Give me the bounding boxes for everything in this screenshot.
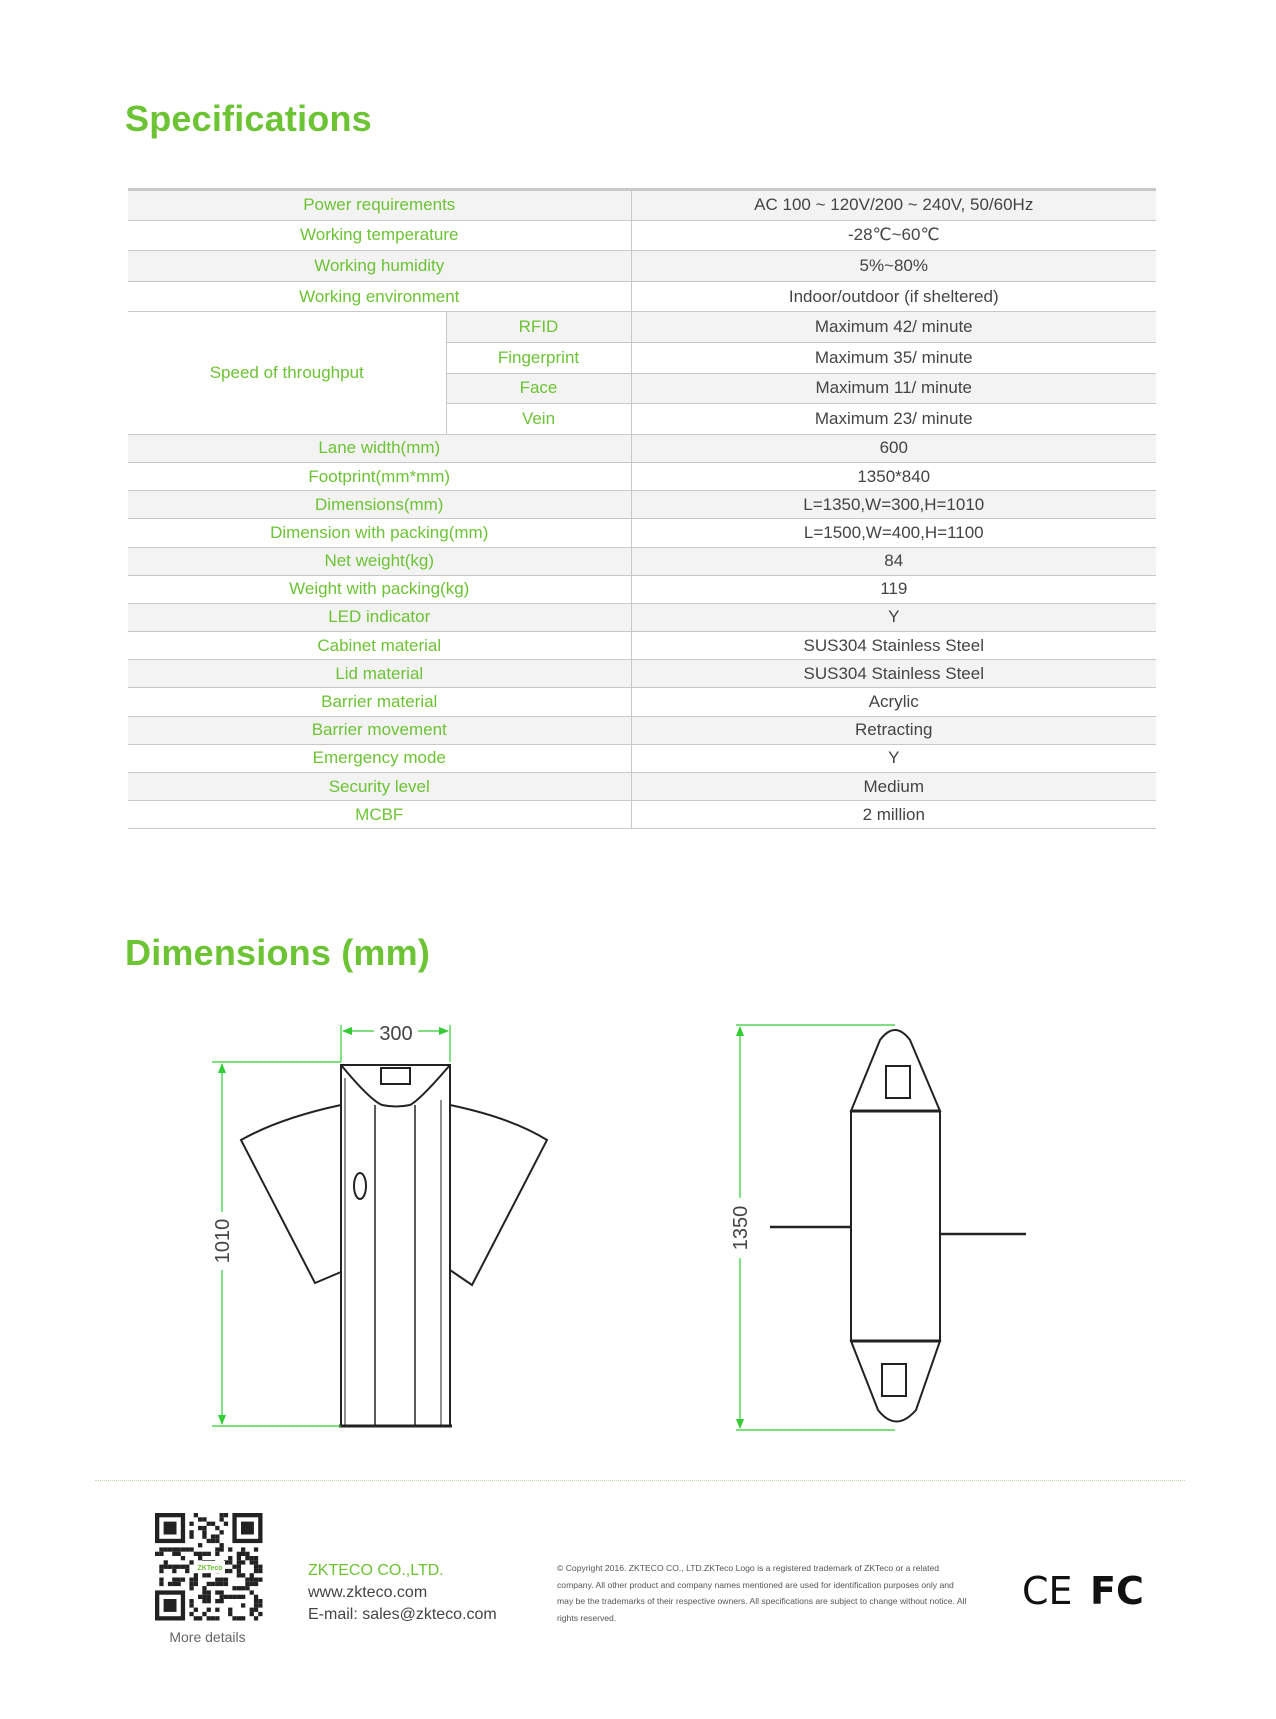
spec-row <box>128 632 1156 660</box>
spec-value: 5%~80% <box>631 251 1156 282</box>
throughput-method-label: RFID <box>446 312 631 343</box>
footer-divider <box>95 1480 1185 1481</box>
front-width-label: 300 <box>379 1023 413 1045</box>
dimensions-title: Dimensions (mm) <box>125 932 431 973</box>
spec-value: 600 <box>631 434 1156 462</box>
company-website-link[interactable]: www.zkteco.com <box>308 1584 428 1601</box>
spec-row <box>128 603 1156 631</box>
right-barrier-wing <box>450 1105 547 1285</box>
specifications-table <box>128 188 1156 829</box>
spec-label: Barrier movement <box>128 716 631 744</box>
company-name: ZKTECO CO.,LTD. <box>308 1562 444 1579</box>
spec-row <box>128 312 1156 343</box>
led-indicator-window <box>381 1068 410 1084</box>
spec-row <box>128 220 1156 251</box>
spec-value: SUS304 Stainless Steel <box>631 660 1156 688</box>
company-contact <box>308 1560 497 1626</box>
throughput-label: Speed of throughput <box>128 312 446 434</box>
spec-label: Working environment <box>128 281 631 312</box>
fcc-mark-icon: FC <box>1090 1569 1144 1612</box>
spec-label: Footprint(mm*mm) <box>128 462 631 490</box>
spec-value: Indoor/outdoor (if sheltered) <box>631 281 1156 312</box>
spec-value: Medium <box>631 773 1156 801</box>
spec-label: MCBF <box>128 801 631 829</box>
throughput-method-label: Fingerprint <box>446 342 631 373</box>
spec-row <box>128 716 1156 744</box>
spec-row <box>128 281 1156 312</box>
spec-value: SUS304 Stainless Steel <box>631 632 1156 660</box>
spec-label: Working humidity <box>128 251 631 282</box>
certification-logos <box>1018 1568 1148 1612</box>
specifications-title: Specifications <box>125 98 372 139</box>
spec-row <box>128 519 1156 547</box>
top-view-drawing <box>770 1030 1026 1422</box>
spec-label: Weight with packing(kg) <box>128 575 631 603</box>
spec-label: Net weight(kg) <box>128 547 631 575</box>
spec-row <box>128 462 1156 490</box>
throughput-method-value: Maximum 11/ minute <box>631 373 1156 404</box>
spec-label: Working temperature <box>128 220 631 251</box>
throughput-method-label: Face <box>446 373 631 404</box>
top-reader-window <box>886 1066 910 1098</box>
throughput-method-value: Maximum 42/ minute <box>631 312 1156 343</box>
spec-row <box>128 744 1156 772</box>
spec-row <box>128 190 1156 221</box>
spec-value: 84 <box>631 547 1156 575</box>
spec-label: Barrier material <box>128 688 631 716</box>
left-barrier-wing <box>241 1105 341 1283</box>
spec-row <box>128 575 1156 603</box>
spec-row <box>128 251 1156 282</box>
front-view-drawing <box>241 1065 547 1426</box>
spec-label: LED indicator <box>128 603 631 631</box>
ce-mark-icon: CE <box>1022 1569 1073 1612</box>
spec-value: Y <box>631 603 1156 631</box>
spec-value: Acrylic <box>631 688 1156 716</box>
spec-label: Lane width(mm) <box>128 434 631 462</box>
cabinet-cap <box>341 1065 450 1107</box>
spec-value: 2 million <box>631 801 1156 829</box>
spec-value: AC 100 ~ 120V/200 ~ 240V, 50/60Hz <box>631 190 1156 221</box>
spec-row <box>128 660 1156 688</box>
spec-row <box>128 801 1156 829</box>
spec-value: Retracting <box>631 716 1156 744</box>
qr-code[interactable] <box>155 1513 263 1623</box>
top-length-label: 1350 <box>730 1205 752 1251</box>
top-cabinet-body <box>851 1111 940 1341</box>
reader-oval <box>354 1173 366 1199</box>
throughput-method-value: Maximum 23/ minute <box>631 404 1156 435</box>
spec-label: Emergency mode <box>128 744 631 772</box>
dimension-drawings <box>0 1010 1276 1450</box>
front-height-label: 1010 <box>212 1218 234 1264</box>
spec-label: Lid material <box>128 660 631 688</box>
spec-value: -28℃~60℃ <box>631 220 1156 251</box>
spec-label: Security level <box>128 773 631 801</box>
company-email-link[interactable]: E-mail: sales@zkteco.com <box>308 1606 497 1623</box>
spec-value: L=1500,W=400,H=1100 <box>631 519 1156 547</box>
spec-row <box>128 434 1156 462</box>
throughput-method-label: Vein <box>446 404 631 435</box>
spec-row <box>128 773 1156 801</box>
qr-caption: More details <box>169 1629 246 1645</box>
spec-row <box>128 547 1156 575</box>
copyright-notice: © Copyright 2016. ZKTECO CO., LTD.ZKTeco Logo is a registered trademark of ZKTeco or a related company. All other product and company names mentioned are used for identification purposes only and may be the trademarks of their respective owners. All specifications are subject to change without notice. All rights reserved. <box>557 1563 967 1623</box>
spec-label: Dimensions(mm) <box>128 491 631 519</box>
spec-label: Cabinet material <box>128 632 631 660</box>
spec-label: Power requirements <box>128 190 631 221</box>
spec-value: 119 <box>631 575 1156 603</box>
spec-value: 1350*840 <box>631 462 1156 490</box>
spec-value: L=1350,W=300,H=1010 <box>631 491 1156 519</box>
qr-logo-text: ZKTeco <box>197 1565 223 1572</box>
spec-row <box>128 491 1156 519</box>
spec-label: Dimension with packing(mm) <box>128 519 631 547</box>
bottom-end-cap <box>851 1341 940 1422</box>
cabinet-body <box>341 1065 450 1426</box>
bottom-reader-window <box>882 1364 906 1396</box>
spec-row <box>128 688 1156 716</box>
throughput-method-value: Maximum 35/ minute <box>631 342 1156 373</box>
spec-value: Y <box>631 744 1156 772</box>
